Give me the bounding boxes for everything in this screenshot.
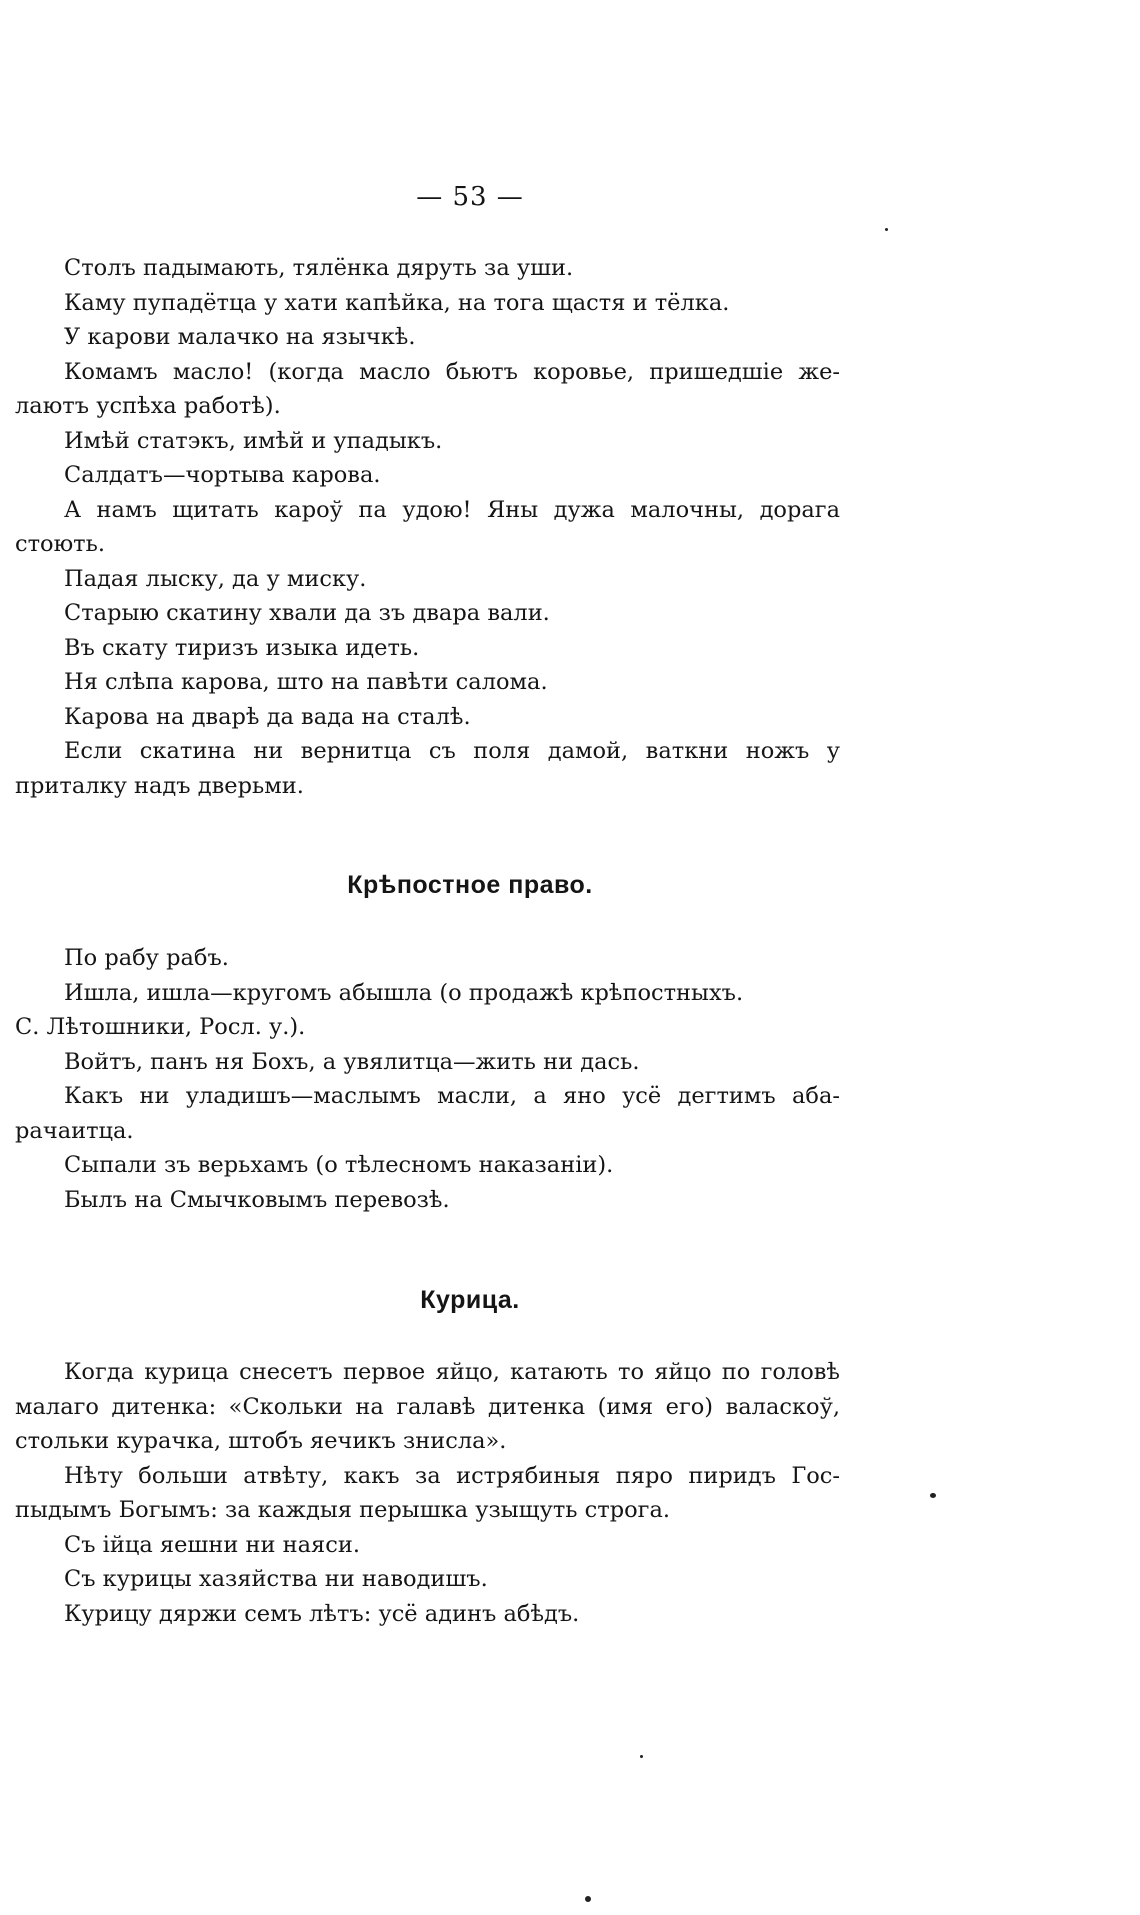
text-line: Старыю скатину хвали да зъ двара вали.	[64, 600, 550, 626]
text-line: Ня слѣпа карова, што на павѣти салома.	[64, 669, 548, 695]
text-line: Съ курицы хазяйства ни наводишъ.	[64, 1566, 488, 1592]
text-line: А намъ щитать кароў па удою! Яны дужа малочны, дорага	[64, 496, 840, 523]
text-line: приталку надъ дверьми.	[15, 772, 304, 799]
text-line: стольки курачка, штобъ яечикъ знисла».	[15, 1428, 507, 1454]
page-number: — 53 —	[416, 182, 524, 212]
text-line: рачаитца.	[15, 1117, 134, 1144]
text-line: Съ ійца яешни ни наяси.	[64, 1531, 360, 1558]
text-line: С. Лѣтошники, Росл. у.).	[15, 1014, 306, 1040]
text-line: Нѣту больши атвѣту, какъ за истрябиныя пяро пиридъ Гос-	[64, 1462, 840, 1489]
text-line: Каму пупадётца у хати капѣйка, на тога щастя и тёлка.	[64, 289, 730, 316]
text-line: Если скатина ни вернитца съ поля дамой, ваткни ножъ у	[64, 738, 840, 764]
text-line: стоють.	[15, 531, 106, 557]
proverbs-serfdom	[15, 941, 840, 1217]
text-line: Какъ ни уладишъ—маслымъ масли, а яно усё дегтимъ аба-	[64, 1083, 840, 1109]
proverbs-chicken	[15, 1355, 840, 1631]
scan-speck	[885, 228, 888, 231]
text-line: лаютъ успѣха работѣ).	[15, 393, 281, 419]
text-line: Сыпали зъ верьхамъ (о тѣлесномъ наказаніи).	[64, 1152, 614, 1178]
text-line: По рабу рабъ.	[64, 945, 229, 971]
text-line: Въ скату тиризъ изыка идеть.	[64, 634, 420, 661]
text-line: Столъ падымають, тялёнка дяруть за уши.	[64, 255, 574, 281]
text-line: Падая лыску, да у миску.	[64, 565, 367, 592]
text-line: Войтъ, панъ ня Бохъ, а увялитца—жить ни дась.	[64, 1048, 640, 1075]
text-line: Курицу дяржи семъ лѣтъ: усё адинъ абѣдъ.	[64, 1600, 580, 1627]
section-heading-serfdom: Крѣпостное право.	[347, 871, 593, 899]
text-line: Былъ на Смычковымъ перевозѣ.	[64, 1186, 450, 1213]
text-line: Когда курица снесетъ первое яйцо, катають то яйцо по головѣ	[64, 1359, 840, 1385]
text-line: У карови малачко на язычкѣ.	[64, 324, 416, 350]
scan-speck	[585, 1896, 591, 1902]
section-heading-chicken: Курица.	[420, 1286, 520, 1314]
text-line: Карова на дварѣ да вада на сталѣ.	[64, 703, 471, 730]
scan-speck	[930, 1493, 936, 1498]
text-line: Ишла, ишла—кругомъ абышла (о продажѣ крѣпостныхъ.	[64, 979, 744, 1006]
text-line: Комамъ масло! (когда масло бьютъ коровье, пришедшіе же-	[64, 358, 840, 385]
text-line: малаго дитенка: «Скольки на галавѣ дитенка (имя его) валаскоў,	[15, 1393, 840, 1420]
scan-speck	[640, 1755, 643, 1758]
proverbs-cattle	[15, 251, 840, 803]
text-line: Салдатъ—чортыва карова.	[64, 462, 381, 488]
text-line: Имѣй статэкъ, имѣй и упадыкъ.	[64, 427, 443, 454]
text-line: пыдымъ Богымъ: за каждыя перышка узыщуть строга.	[15, 1497, 671, 1523]
